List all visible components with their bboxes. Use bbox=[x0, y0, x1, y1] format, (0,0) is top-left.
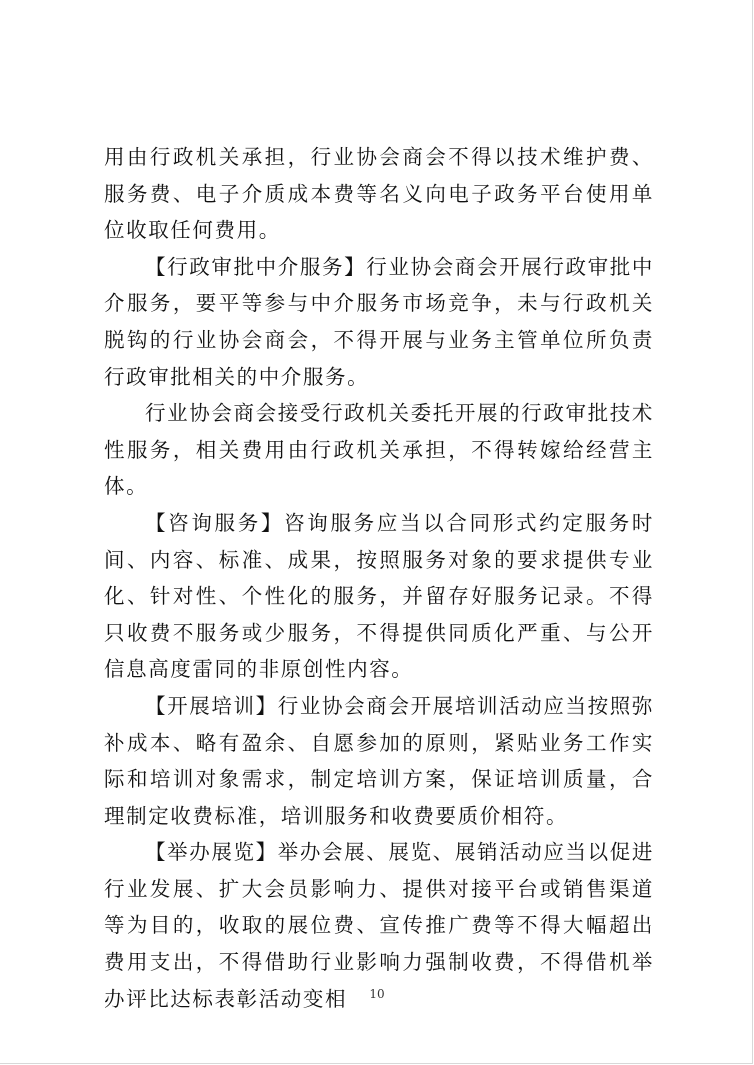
body-text bbox=[104, 139, 654, 1017]
paragraph-training: 【开展培训】行业协会商会开展培训活动应当按照弥补成本、略有盈余、自愿参加的原则，紧贴业务工作实际和培训对象需求，制定培训方案，保证培训质量，合理制定收费标准，培训服务和收费要质价相符。 bbox=[104, 693, 654, 828]
paragraph-admin-approval-technical: 行业协会商会接受行政机关委托开展的行政审批技术性服务，相关费用由行政机关承担，不得转嫁给经营主体。 bbox=[104, 401, 654, 499]
paragraph-admin-approval-intermediary: 【行政审批中介服务】行业协会商会开展行政审批中介服务，要平等参与中介服务市场竞争，未与行政机关脱钩的行业协会商会，不得开展与业务主管单位所负责行政审批相关的中介服务。 bbox=[104, 254, 654, 389]
paragraph-fee-continuation: 用由行政机关承担，行业协会商会不得以技术维护费、服务费、电子介质成本费等名义向电子政务平台使用单位收取任何费用。 bbox=[104, 145, 654, 243]
paragraph-consulting-services: 【咨询服务】咨询服务应当以合同形式约定服务时间、内容、标准、成果，按照服务对象的要求提供专业化、针对性、个性化的服务，并留存好服务记录。不得只收费不服务或少服务，不得提供同质化严重、与公开信息高度雷同的非原创性内容。 bbox=[104, 510, 654, 682]
page-number: 10 bbox=[369, 987, 385, 1001]
paragraph-exhibitions: 【举办展览】举办会展、展览、展销活动应当以促进行业发展、扩大会员影响力、提供对接平台或销售渠道等为目的，收取的展位费、宣传推广费等不得大幅超出费用支出，不得借助行业影响力强制收费，不得借机举办评比达标表彰活动变相 bbox=[104, 840, 654, 1011]
